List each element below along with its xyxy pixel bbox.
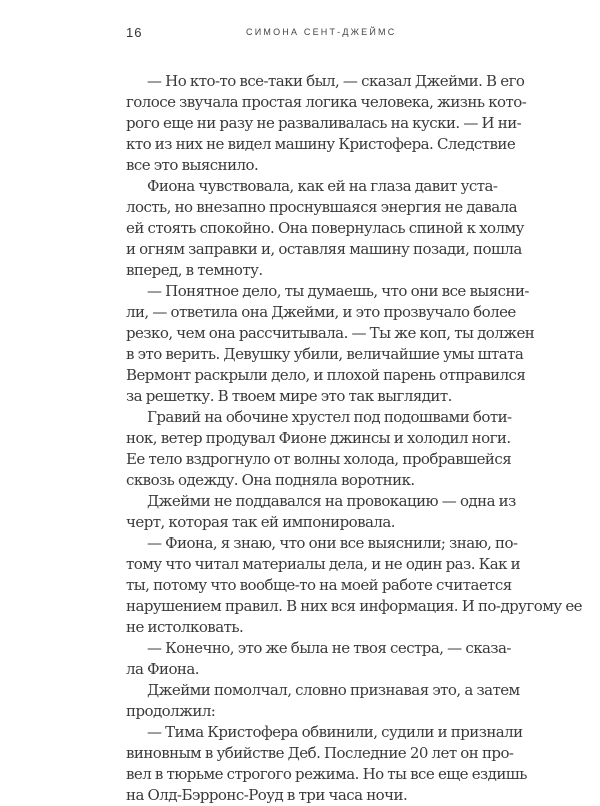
- text-line: Ее тело вздрогнуло от волны холода, пробравшейся: [126, 450, 512, 468]
- text-line: за решетку. В твоем мире это так выглядит.: [126, 387, 452, 405]
- running-head: СИМОНА СЕНТ-ДЖЕЙМС: [246, 27, 397, 37]
- text-line: — Конечно, это же была не твоя сестра, — сказа-: [147, 639, 511, 657]
- text-line: ли, — ответила она Джейми, и это прозвучало более: [126, 303, 516, 321]
- text-line: и огням заправки и, оставляя машину позади, пошла: [126, 240, 522, 258]
- text-line: Джейми не поддавался на провокацию — одна из: [147, 492, 516, 510]
- text-line: — Тима Кристофера обвинили, судили и признали: [147, 723, 523, 741]
- text-line: нарушением правил. В них вся информация. И по-другому ее: [126, 597, 582, 615]
- text-line: резко, чем она рассчитывала. — Ты же коп, ты должен: [126, 324, 535, 342]
- page-number: 16: [126, 25, 143, 40]
- text-line: Гравий на обочине хрустел под подошвами боти-: [147, 408, 512, 426]
- text-line: кто из них не видел машину Кристофера. Следствие: [126, 135, 516, 153]
- text-line: — Фиона, я знаю, что они все выяснили; знаю, по-: [147, 534, 518, 552]
- text-line: нок, ветер продувал Фионе джинсы и холодил ноги.: [126, 429, 511, 447]
- text-line: — Но кто-то все-таки был, — сказал Джейми. В его: [147, 72, 525, 90]
- text-line: ла Фиона.: [126, 660, 199, 678]
- text-line: виновным в убийстве Деб. Последние 20 лет он про-: [126, 744, 514, 762]
- text-line: Фиона чувствовала, как ей на глаза давит уста-: [147, 177, 498, 195]
- text-line: ты, потому что вообще-то на моей работе считается: [126, 576, 512, 594]
- text-line: в это верить. Девушку убили, величайшие умы штата: [126, 345, 524, 363]
- text-line: рого еще ни разу не разваливалась на куски. — И ни-: [126, 114, 522, 132]
- text-line: все это выяснило.: [126, 156, 259, 174]
- text-line: ей стоять спокойно. Она повернулась спиной к холму: [126, 219, 524, 237]
- text-line: тому что читал материалы дела, и не один раз. Как и: [126, 555, 521, 573]
- text-line: сквозь одежду. Она подняла воротник.: [126, 471, 415, 489]
- text-line: лость, но внезапно проснувшаяся энергия не давала: [126, 198, 517, 216]
- body-text: [126, 71, 582, 806]
- text-line: черт, которая так ей импонировала.: [126, 513, 396, 531]
- text-line: продолжил:: [126, 702, 216, 720]
- text-line: Джейми помолчал, словно признавая это, а затем: [147, 681, 520, 699]
- text-line: — Понятное дело, ты думаешь, что они все выясни-: [147, 282, 529, 300]
- text-line: голосе звучала простая логика человека, жизнь кото-: [126, 93, 527, 111]
- text-line: не истолковать.: [126, 618, 244, 636]
- text-line: Вермонт раскрыли дело, и плохой парень отправился: [126, 366, 526, 384]
- text-line: вперед, в темноту.: [126, 261, 263, 279]
- text-line: вел в тюрьме строгого режима. Но ты все еще ездишь: [126, 765, 527, 783]
- text-line: на Олд-Бэрронс-Роуд в три часа ночи.: [126, 786, 408, 804]
